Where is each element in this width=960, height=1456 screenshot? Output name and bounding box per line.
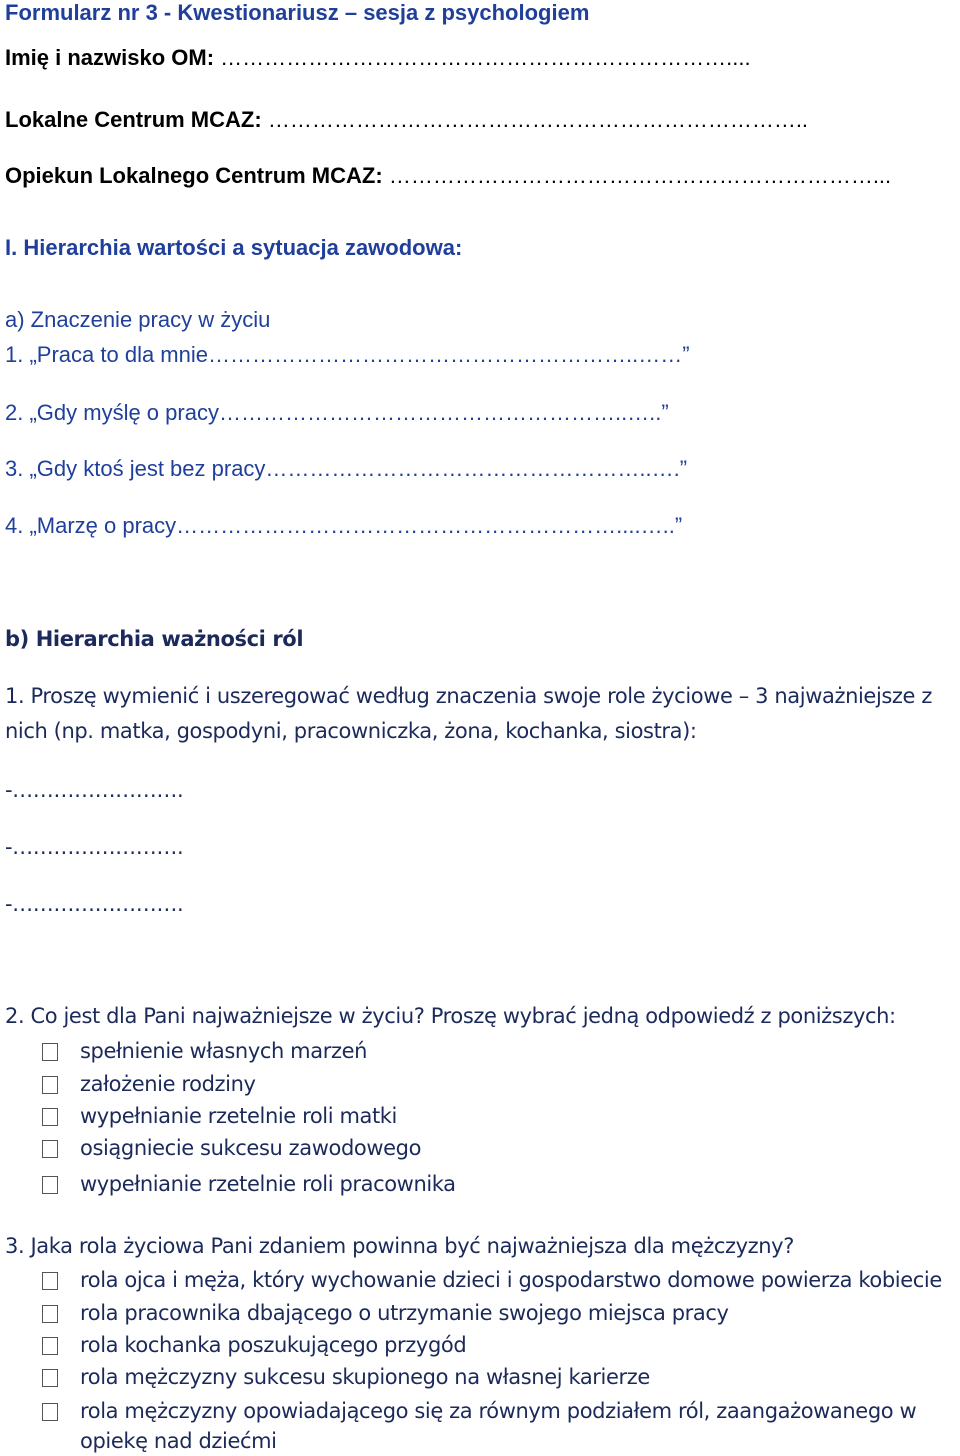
q3-option-label-cont: opiekę nad dziećmi (80, 1429, 277, 1453)
q2-option-label: osiągniecie sukcesu zawodowego (80, 1136, 422, 1160)
q3-option-label: rola pracownika dbającego o utrzymanie swojego miejsca pracy (80, 1301, 729, 1325)
q3-option-label: rola kochanka poszukującego przygód (80, 1333, 467, 1357)
part-a-item-3[interactable]: 3. „Gdy ktoś jest bez pracy……………………………………………..….” (5, 456, 688, 481)
q3-option-3[interactable] (0, 1332, 960, 1358)
q3-option-label: rola ojca i męża, który wychowanie dzieci i gospodarstwo domowe powierza kobiecie (80, 1268, 942, 1292)
name-field[interactable] (5, 45, 751, 71)
guardian-field[interactable] (5, 163, 891, 189)
checkbox[interactable] (42, 1076, 58, 1094)
q2-option-label: wypełnianie rzetelnie roli pracownika (80, 1172, 456, 1196)
part-a-item-4[interactable]: 4. „Marzę o pracy……………………………………………………....…..” (5, 513, 683, 538)
checkbox[interactable] (42, 1140, 58, 1158)
q2-option-2[interactable] (0, 1071, 960, 1097)
q1-blank-2[interactable]: -……………………. (5, 835, 184, 859)
q2-question: 2. Co jest dla Pani najważniejsze w życiu? Proszę wybrać jedną odpowiedź z poniższych: (5, 1004, 896, 1028)
q2-option-1[interactable] (0, 1038, 960, 1064)
part-a-item-1[interactable]: 1. „Praca to dla mnie…………………………………………………..……” (5, 342, 690, 367)
q2-option-5[interactable] (0, 1171, 960, 1197)
q1-blank-1[interactable]: -……………………. (5, 778, 184, 802)
checkbox[interactable] (42, 1403, 58, 1421)
checkbox[interactable] (42, 1305, 58, 1323)
checkbox[interactable] (42, 1337, 58, 1355)
center-label: Lokalne Centrum MCAZ: (5, 107, 262, 132)
name-blank: …………………………………………………………….... (220, 45, 751, 70)
guardian-blank: …………………………………………………………... (388, 163, 892, 188)
checkbox[interactable] (42, 1043, 58, 1061)
checkbox[interactable] (42, 1108, 58, 1126)
part-b-heading: b) Hierarchia ważności ról (5, 627, 304, 651)
q1-line-1: 1. Proszę wymienić i uszeregować według znaczenia swoje role życiowe – 3 najważniejsze z (5, 684, 932, 708)
q1-line-2: nich (np. matka, gospodyni, pracowniczka, żona, kochanka, siostra): (5, 719, 697, 743)
q2-option-label: założenie rodziny (80, 1072, 256, 1096)
q3-question: 3. Jaka rola życiowa Pani zdaniem powinna być najważniejsza dla mężczyzny? (5, 1234, 794, 1258)
q2-option-4[interactable] (0, 1135, 960, 1161)
form-title: Formularz nr 3 - Kwestionariusz – sesja z psychologiem (5, 0, 590, 25)
q3-option-label: rola mężczyzny opowiadającego się za równym podziałem ról, zaangażowanego w (80, 1399, 917, 1423)
section-1-heading: I. Hierarchia wartości a sytuacja zawodowa: (5, 235, 463, 260)
part-a-item-2[interactable]: 2. „Gdy myślę o pracy………………………………………………..…..” (5, 400, 669, 425)
q2-option-3[interactable] (0, 1103, 960, 1129)
q3-option-label: rola mężczyzny sukcesu skupionego na własnej karierze (80, 1365, 650, 1389)
checkbox[interactable] (42, 1369, 58, 1387)
center-blank: ……………………………………………………………….. (267, 107, 809, 132)
q3-option-5-continuation (0, 1428, 960, 1454)
q2-option-label: wypełnianie rzetelnie roli matki (80, 1104, 397, 1128)
name-label: Imię i nazwisko OM: (5, 45, 215, 70)
q3-option-2[interactable] (0, 1300, 960, 1326)
guardian-label: Opiekun Lokalnego Centrum MCAZ: (5, 163, 383, 188)
part-a-heading: a) Znaczenie pracy w życiu (5, 307, 271, 332)
q3-option-1[interactable] (0, 1267, 960, 1293)
q3-option-5[interactable] (0, 1398, 960, 1424)
checkbox[interactable] (42, 1176, 58, 1194)
q3-option-4[interactable] (0, 1364, 960, 1390)
q1-blank-3[interactable]: -……………………. (5, 892, 184, 916)
center-field[interactable] (5, 107, 808, 133)
q2-option-label: spełnienie własnych marzeń (80, 1039, 367, 1063)
checkbox[interactable] (42, 1272, 58, 1290)
